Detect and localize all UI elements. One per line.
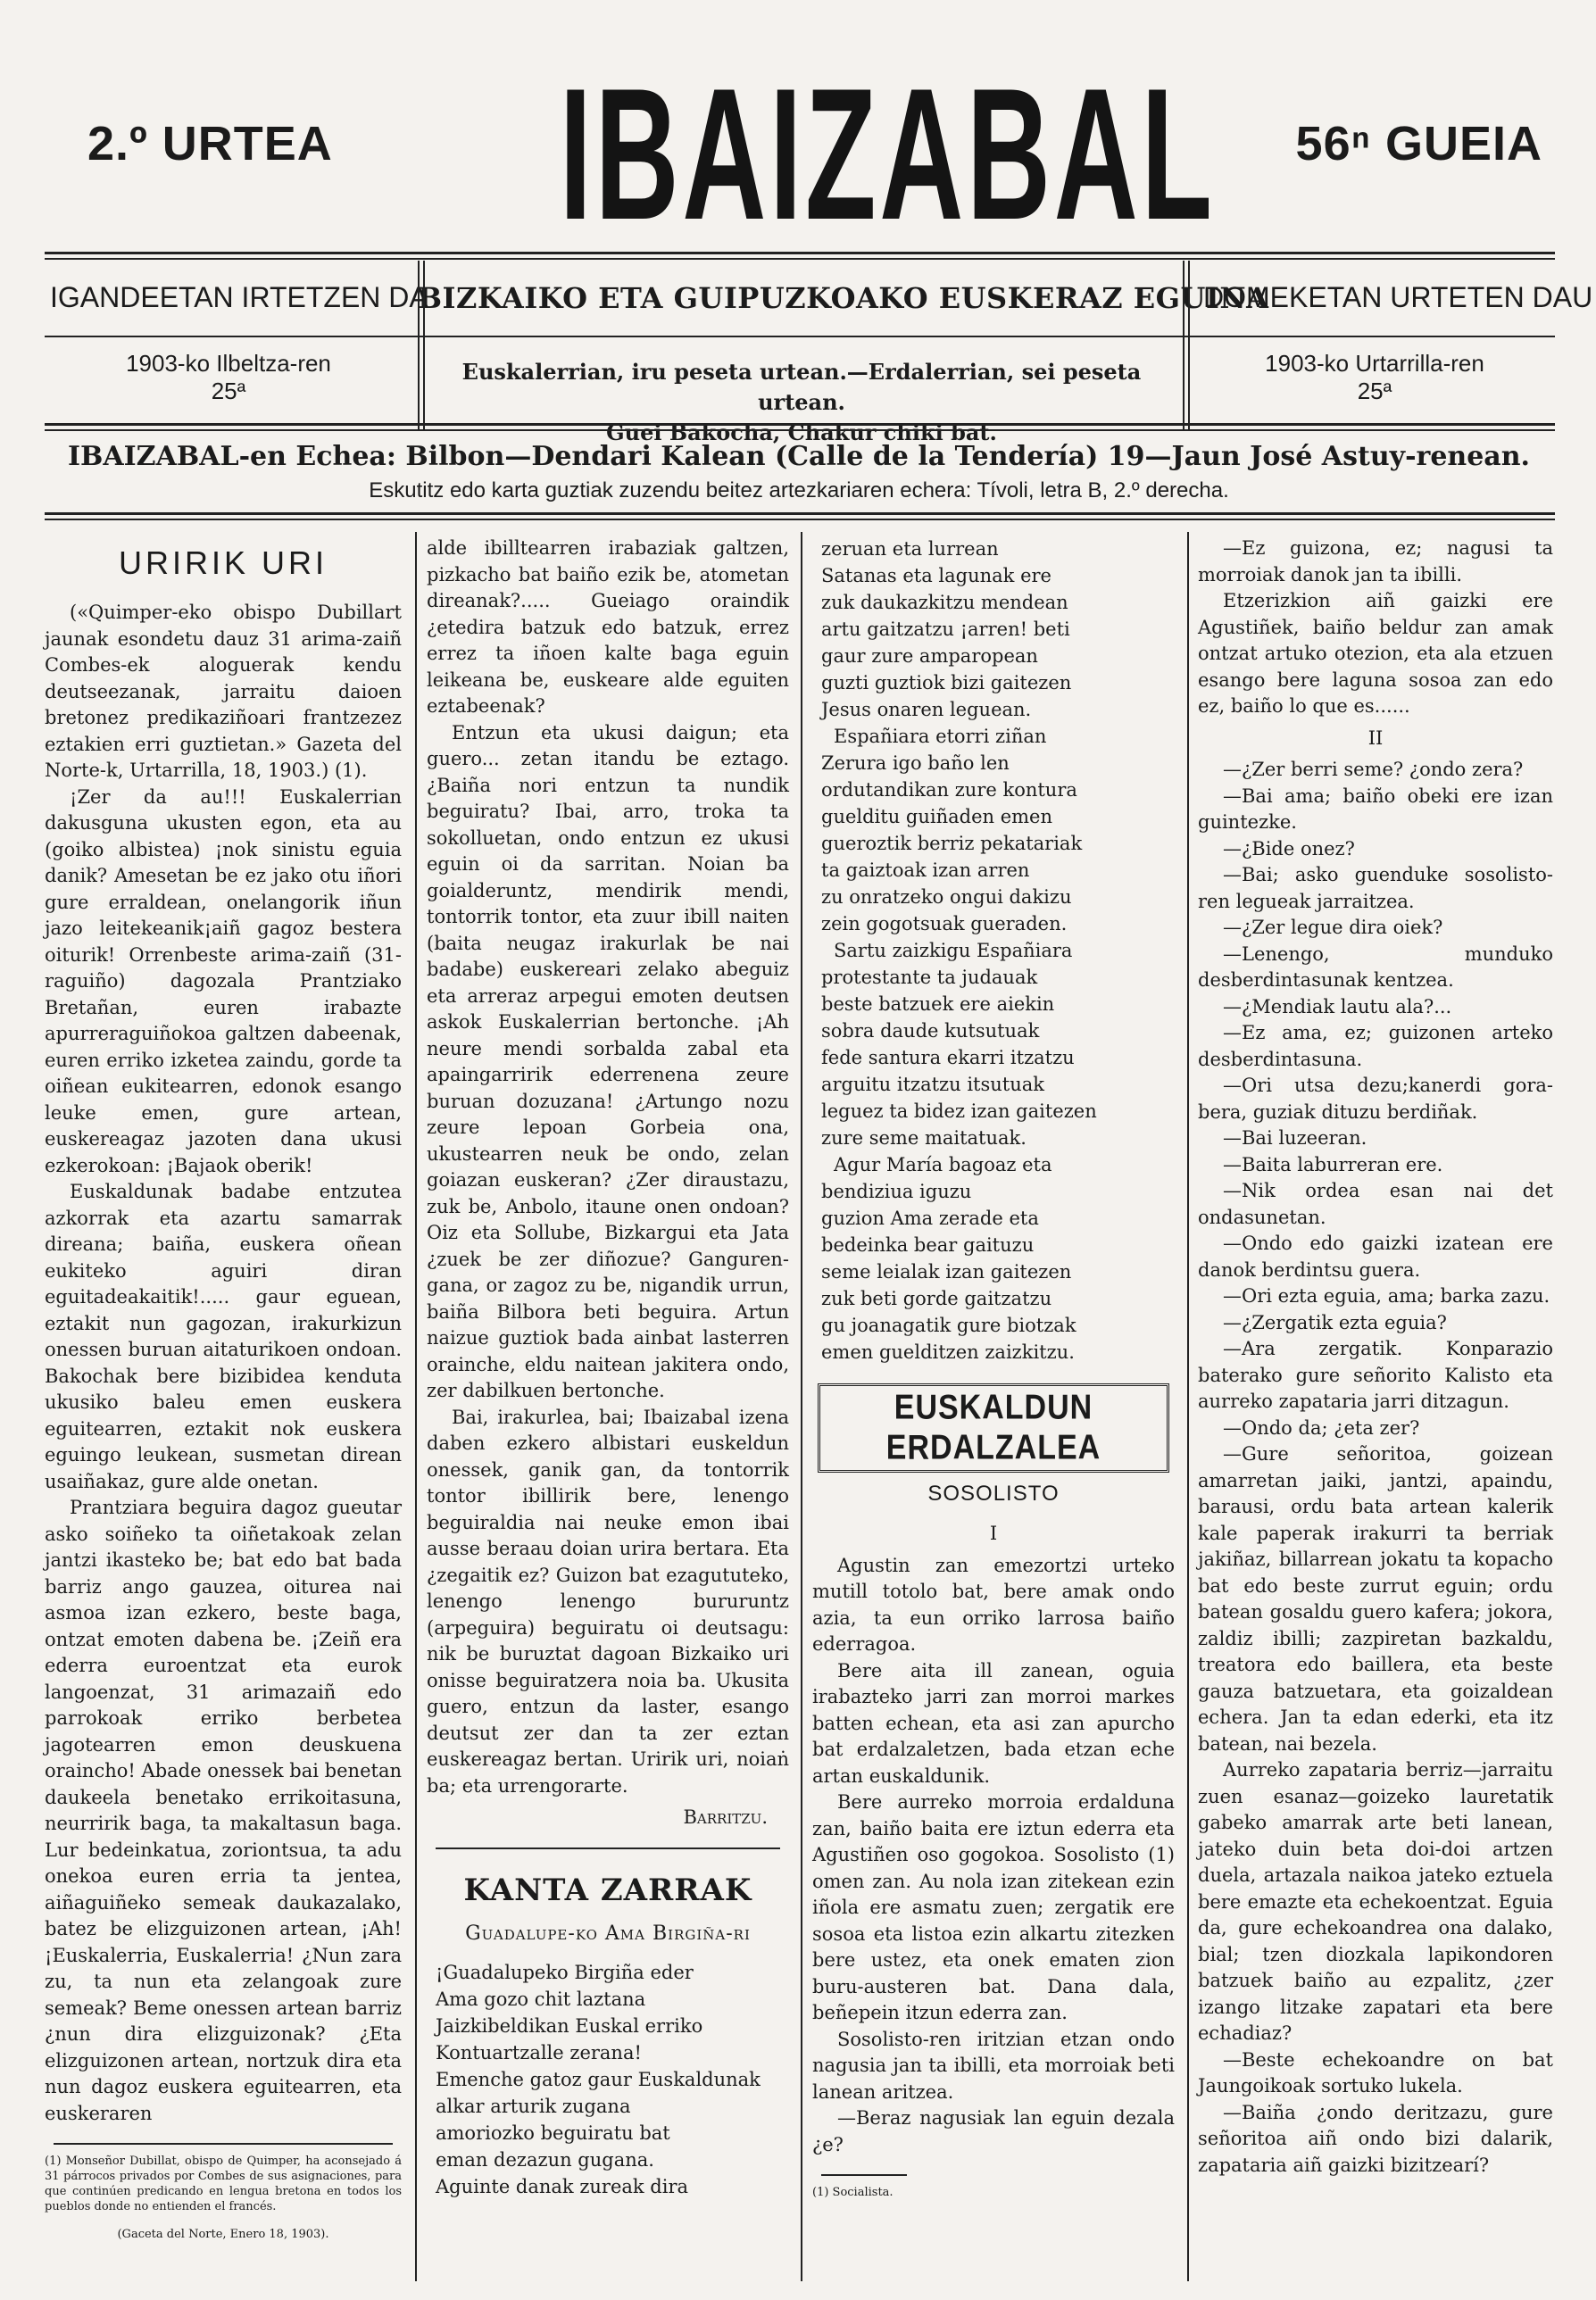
verse-line: sobra daude kutsutuak [821,1020,1040,1042]
verse-line: beste batzuek ere aiekin [821,993,1055,1015]
song-title: KANTA ZARRAK [463,1872,752,1908]
column-divider-1 [415,532,417,2281]
dialogue-line: Aurreko zapataria berriz—jarraitu zuen esanaz—goizeko lauretatik gabeko amarrak arte beti lanean, jateko duin beta doi-doi artzen duela, artazala naikoa jateko eztuela bere emazte eta echekoentzat. Eguia da, gure echekoandrea ona dalako, bial; tzen diozkala lapikondoren batzuek baiño au ezpalitz, ¿zer izango litzake zapatari eta bere echadiaz? [1198,1759,1553,2044]
verse-line: amoriozko beguiratu bat [436,2121,670,2144]
column-1 [45,536,402,2242]
article-paragraph: Bere aita ill zanean, oguia irabazteko jarri zan morroi markes batten echean, eta asi zan apurcho bat erdalzaletzen, bada etzan eche artan euskaldunik. [812,1659,1175,1787]
verse-line: Ama gozo chit laztana [436,1988,646,2010]
verse-line: gueroztik berriz pekatariak [821,833,1083,854]
masthead-divider-right [1183,261,1185,430]
footnote: (1) Monseñor Dubillat, obispo de Quimper, ha aconsejado á 31 párrocos privados por Combes de sus asignaciones, para que continúen predicando en lengua bretona en todos los pueblos donde no entienden el francés. [45,2155,402,2213]
dialogue-line: —Beste echekoandre on bat Jaungoikoak sortuko lukela. [1198,2048,1553,2097]
masthead-rule-top [45,252,1555,254]
article-paragraph: Bere aurreko morroia erdalduna zan, baiño baita ere iztun ederra eta Agustiñen oso gogokoa. Sosolisto (1) omen zan. Au nola izan zitekean ezin iñola ere asmatu zuen; zergatik ere sosoa eta listoa ezin alkartu zitezken bere ustez, eta onek ematen zion buru-austeren bat. Dana dala, beñepein itzun ederra zan. [812,1791,1175,2023]
verse-line: zuk beti gorde gaitzatzu [821,1288,1052,1309]
strip-left: IGANDEETAN IRTETZEN DA [50,281,428,313]
correspondence-note: Eskutitz edo karta guztiak zuzendu beitez artezkariaren echera: Tívoli, letra B, 2.º derecha. [369,478,1229,502]
date-left-line1: 1903-ko Ilbeltza-ren [126,350,331,377]
dialogue-line: —¿Zer legue dira oiek? [1223,917,1443,938]
article-paragraph: Agustin zan emezortzi urteko mutill totolo bat, bere amak ondo azia, ta eun orriko larrosa baiño ederragoa. [812,1554,1175,1655]
year-label: 2.º URTEA [87,117,333,170]
verse-line: Satanas eta lagunak ere [821,565,1052,586]
verse-line: Españiara etorri ziñan [834,726,1047,747]
masthead-rule-top-2 [45,258,1555,260]
dialogue-line: —¿Zer berri seme? ¿ondo zera? [1223,759,1524,780]
article-paragraph: alde ibilltearren irabaziak galtzen, pizkacho bat baiño ezik be, atometan direanak?..... Gueiago oraindik ¿etedira batzuk edo batzuk, errez errez ta iñoen kalte baga eguin leikeana be, euskeare alde eguiten eztabeenak? [427,537,789,717]
verse-line: Zerura igo baño len [821,752,1010,774]
article-signature: Barritzu. [683,1806,768,1828]
date-right [1196,350,1553,405]
article-paragraph: Etzerizkion aiñ gaizki ere Agustiñek, baiño beldur zan amak ontzat artuko otezion, eta ala etzuen esango bere laguna sosoa zan edo ez, baiño lo que es...... [1198,590,1553,717]
dialogue-line: —Ara zergatik. Konparazio baterako gure señorito Kalisto eta aurreko zapataria jarri ditzagun. [1198,1338,1553,1412]
story-title: SOSOLISTO [927,1482,1060,1506]
office-address: IBAIZABAL-en Echea: Bilbon—Dendari Kalean (Calle de la Tendería) 19—Jaun José Astuy-renean. [67,441,1531,472]
masthead-rule-lower-2 [45,429,1555,431]
verse-line: Jesus onaren leguean. [821,699,1032,720]
dialogue-line: —Bai ama; baiño obeki ere izan guintezke. [1198,785,1553,833]
dialogue-line: —Ondo da; ¿eta zer? [1223,1416,1420,1439]
verse-line: leguez ta bidez izan gaitezen [821,1100,1097,1122]
footnote-source: (Gaceta del Norte, Enero 18, 1903). [117,2228,329,2241]
header-bottom-rule-2 [45,519,1555,520]
dialogue-line: —¿Bide onez? [1223,837,1355,859]
verse-line: bedeinka bear gaituzu [821,1234,1035,1256]
verse-line: zure seme maitatuak. [821,1127,1027,1149]
article-paragraph: («Quimper-eko obispo Dubillart jaunak esondetu dauz 31 arima-zaiñ Combes-ek aloguerak kendu deutseezanak, jarraitu daioen bretonez predikaziñoari frantzezez eztakien erri guztietan.» Gazeta del Norte-k, Urtarrilla, 18, 1903.) (1). [45,602,402,781]
dialogue-line: —Ez ama, ez; guizonen arteko desberdintasuna. [1198,1022,1553,1070]
column-3 [812,536,1175,2200]
subscription-prices [436,357,1168,448]
verse-line: guelditu guiñaden emen [821,806,1053,827]
masthead-divider-right-2 [1188,261,1190,430]
dialogue-line: —Ori ezta eguia, ama; barka zazu. [1223,1285,1550,1307]
verse-line: fede santura ekarri itzatzu [821,1047,1075,1068]
masthead [52,27,1569,259]
verse-line: zuk daukazkitzu mendean [821,592,1068,613]
masthead-divider-left [418,261,420,430]
dialogue-line: —Ondo edo gaizki izatean ere danok berdintsu guera. [1198,1233,1553,1281]
section-box-header [818,1383,1169,1473]
section-rule [436,1847,780,1849]
price-line1: Euskalerrian, iru peseta urtean.—Erdalerrian, sei peseta urtean. [461,359,1142,415]
dialogue-line: —¿Mendiak lautu ala?... [1223,995,1452,1017]
dialogue-line: —¿Zergatik ezta eguia? [1223,1311,1447,1333]
verse-line: artu gaitzatzu ¡arren! beti [821,619,1070,640]
strip-right: DOMEKETAN URTETEN DAU [1203,281,1593,313]
column-4 [1198,536,1553,2179]
issue-number: 56ⁿ GUEIA [1295,117,1542,170]
dialogue-line: —Bai; asko guenduke sosolisto-ren legueak jarraitzea. [1198,864,1553,912]
column-divider-3 [1187,532,1189,2281]
footnote-rule [54,2143,393,2145]
dialogue-line: —Baita laburreran ere. [1223,1153,1443,1175]
dialogue-line: —Baiña ¿ondo deritzazu, gure señoritoa aiñ ondo bizi dalarik, zapataria aiñ gaizki bizitzearí? [1198,2101,1553,2176]
verse-line: zeruan eta lurrean [821,538,999,560]
verse-line: gaur zure amparopean [821,645,1038,667]
article-paragraph: Bai, irakurlea, bai; Ibaizabal izena daben ezkero albistari euskeldun onessek, ganik gan, da tontorrik tontor ibillirik bere, lenengo beguiraldia nai neuke emon ibai ausse beraau doian urira bertara. Eta ¿zegaitik ez? Guizon bat ezagututeko, lenengo lenengo bururuntz (arpeguira) beguiratu oi deutsagu: nik be buruztat dagoan Bizkaiko uri onisse beguiratzera noia ba. Ukusita guero, entzun da laster, esango deutsut zer dan ta zer eztan euskereagaz bertan. Uririk uri, noiaṅ ba; eta urrengorarte. [427,1406,789,1797]
verse-line: Aguinte danak zureak dira [436,2175,689,2197]
column-2 [427,536,789,2200]
newspaper-title: IBAIZABAL [559,49,1216,259]
dialogue-line: —Lenengo, munduko desberdintasunak kentzea. [1198,942,1553,991]
verse-line: ta gaiztoak izan arren [821,859,1030,881]
date-right-line2: 25ª [1357,378,1392,404]
column-divider-2 [801,532,802,2281]
masthead-rule-lower [45,423,1555,426]
article-paragraph: ¡Zer da au!!! Euskalerrian dakusguna ukusten egon, eta au (goiko albistea) ¡nok sinistu eguia danik? Amesetan be ez jako otu iñori gure erraldean, onelangorik iñun jazo leitekeanik¡aiñ gagoz bestera oiturik! Orrenbeste arima-zaiñ (31-raguiño) dagozala Prantziako Bretañan, euren irabazte apurreraguiñokoa galtzen dabeenak, euren erriko izketea zaindu, gorde ta oiñean eukitearren, edonok esango leuke emen, gure artean, euskereagaz jazoten dana ukusi ezkerokoan: ¡Bajaok oberik! [45,785,402,1176]
dialogue-line: —Gure señoritoa, goizean amarretan jaiki, jantzi, apaindu, barausi, ordu bata artean kalerik kale paperak irakurri ta berriak jakiñaz, billarrean jokatu ta kopacho bat edo beste zurrut eguin; ordu batean gosaldu guero kafera; jokora, zaldiz ibilli; zazpiretan bazkaldu, treatora edo baillera, eta beste gauza batzuetara, eta goizaldean echera. Jan ta edan ederki, eta itz batean, nai bezela. [1198,1443,1553,1755]
article-paragraph: Entzun eta ukusi daigun; eta guero... zetan itandu be eztago. ¿Baiña nori entzun ta nundik beguiratu? Ibai, arro, troka ta sokolluetan, ondo entzun ez ukusi eguin oi da sarritan. Noian ba goialderuntz, mendirik mendi, tontorrik tontor, eta zuur ibill naiten (baita neugaz irakurlak be nai badabe) euskereari zelako abeguiz eta arreraz arpegui emoten deutsen askok Euskalerrian bertonche. ¡Ah neure mendi sorbalda zabal eta apaingarririk ederrenena zeure buruan dozuzana! ¿Artungo nozu zeure lepoan Gorbeia ona, ukustearren neuk be ondo, zelan goiazan euskeran? ¿Zer diraustazu, zuk be, Anbolo, itaune onen ondoan? Oiz eta Sollube, Bizkargui eta Jata ¿zuek be zer diñozue? Ganguren-gana, or zagoz zu be, nigandik urrun, baiña Bilbora beti beguira. Artun naizue guztiok bada ainbat lasterren orainche, eldu naitean jakitera ondo, zer dabilkuen bertonche. [427,721,789,1401]
chapter-number: I [989,1523,998,1544]
header-bottom-rule [45,512,1555,515]
dialogue-line: —Nik ordea esan nai det ondasunetan. [1198,1180,1553,1228]
verse-line: eman dezazun gugana. [436,2148,654,2171]
article-paragraph: —Beraz nagusiak lan eguin dezala ¿e? [812,2107,1175,2155]
article-headline-uririk-uri: URIRIK URI [118,544,328,581]
verse-line: seme leialak izan gaitezen [821,1261,1072,1283]
verse-line: gu joanagatik gure biotzak [821,1315,1076,1336]
verse-line: zu onratzeko ongui dakizu [821,886,1072,908]
footnote-rule [821,2174,907,2176]
verse-line: alkar arturik zugana [436,2095,631,2117]
verse-line: Emenche gatoz gaur Euskaldunak [436,2068,761,2090]
article-paragraph: Euskaldunak badabe entzutea azkorrak eta azartu samarrak direana; baiña, euskera oñean eukiteko aguiri diran eguitadeakaitik!..... gaur eguean, eztakit nun gagozan, irakurkizun onessen buruan aitaturikoen ondoan. Bakochak bere bizibidea kenduta ukusiko baleu emen euskera eguitearren, eztakit nok euskera eguingo leukean, susmetan direan usaiñakaz, gure alde onetan. [45,1181,402,1492]
section-title-euskaldun-erdalzalea: EUSKALDUN ERDALZALEA [885,1388,1101,1467]
verse-line: ¡Guadalupeko Birgiña eder [436,1961,694,1983]
verse-line: Agur María bagoaz eta [834,1154,1052,1175]
date-left [50,350,407,405]
song-subtitle: Guadalupe-ko Ama Birgiña-ri [465,1922,751,1945]
verse-line: arguitu itzatzu itsutuak [821,1074,1044,1095]
article-paragraph: Sosolisto-ren iritzian etzan ondo nagusia jan ta ibilli, eta morroiak beti lanean aritzea. [812,2028,1175,2103]
verse-line: Jaizkibeldikan Euskal erriko [436,2014,703,2037]
dialogue-line: —Ori utsa dezu;kanerdi gora-bera, guziak dituzu berdiñak. [1198,1075,1553,1123]
article-paragraph: —Ez guizona, ez; nagusi ta morroiak danok jan ta ibilli. [1198,537,1553,585]
verse-line: ordutandikan zure kontura [821,779,1077,801]
date-left-line2: 25ª [211,378,246,404]
verse-line: bendiziua iguzu [821,1181,972,1202]
verse-line: Sartu zaizkigu Españiara [834,940,1073,961]
verse-line: guzion Ama zerade eta [821,1208,1039,1229]
strip-center: BIZKAIKO ETA GUIPUZKOAKO EUSKERAZ EGUINA [418,281,1269,315]
masthead-divider-left-2 [423,261,425,430]
price-line2: Guei Bakocha, Chakur chiki bat. [606,419,997,445]
verse-line: emen guelditzen zaizkitzu. [821,1341,1075,1363]
chapter-number: II [1367,727,1384,749]
verse-line: guzti guztiok bizi gaitezen [821,672,1072,693]
verse-line: protestante ta judauak [821,967,1038,988]
verse-line: zein gogotsuak gueraden. [821,913,1068,934]
article-paragraph: Prantziara beguira dagoz gueutar asko soiñeko ta oiñetakoak zelan jantzi ikasteko be; bat edo bat bada barriz ango gauzea, oiturea nai asmoa izan ezkero, beste baga, ontzat emoten dabena be. ¡Zeiñ era ederra euroentzat eta eurok langoenzat, 31 arimazaiñ edo parrokoak erriko berbetea jagotearren emon deuskuena oraincho! Abade onessek bai benetan daukeela benetako errikoitasuna, neurririk baga, ta makaltasun baga. Lur bedeinkatua, zoriontsua, ta adu onekoa euren erria ta jentea, aiñaguiñeko semeak daukazalako, batez be elizguizonen artean, ¡Ah! ¡Euskalerria, Euskalerria! ¿Nun zara zu, ta nun eta zelangoak zure semeak? Beme onessen artean barriz ¿nun dira elizguizonak? ¿Eta elizguizonen artean, nortzuk dira eta nun dagoz euskera eguitearren, eta euskeraren [45,1497,402,2124]
dialogue-line: —Bai luzeeran. [1223,1127,1367,1149]
masthead-rule-mid [45,336,1555,337]
footnote: (1) Socialista. [812,2186,894,2199]
verse-line: Kontuartzalle zerana! [436,2041,642,2063]
date-right-line1: 1903-ko Urtarrilla-ren [1265,350,1484,377]
